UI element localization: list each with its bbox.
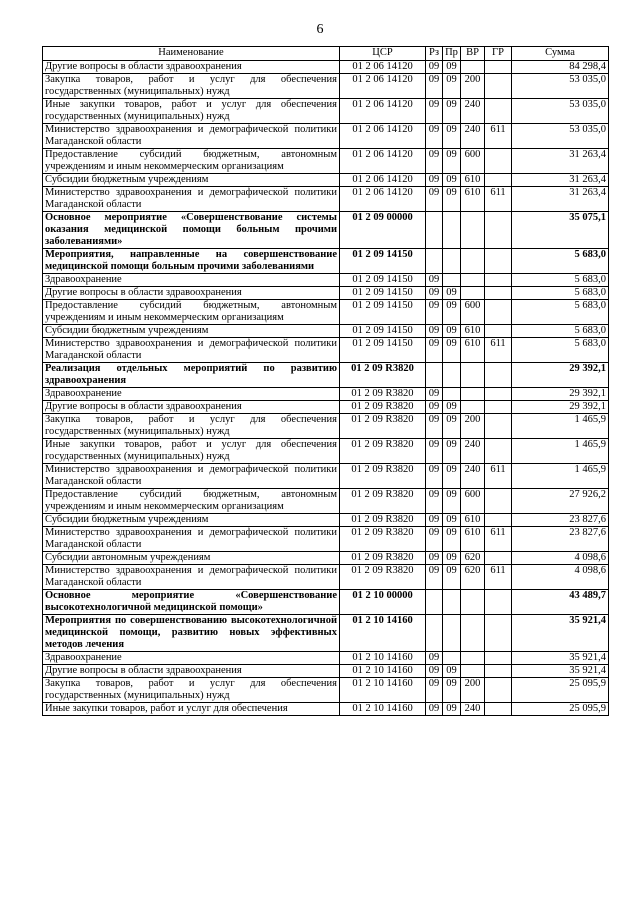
cell-name: Министерство здравоохранения и демографической политики Магаданской области bbox=[43, 338, 340, 363]
table-row bbox=[43, 74, 609, 99]
cell-vr: 200 bbox=[461, 678, 485, 703]
cell-gr bbox=[485, 300, 512, 325]
cell-name: Министерство здравоохранения и демографической политики Магаданской области bbox=[43, 464, 340, 489]
cell-name: Мероприятия, направленные на совершенствование медицинской помощи больным прочими заболеваниями bbox=[43, 249, 340, 274]
table-row bbox=[43, 665, 609, 678]
cell-sum: 1 465,9 bbox=[512, 414, 609, 439]
cell-gr bbox=[485, 363, 512, 388]
table-row bbox=[43, 401, 609, 414]
cell-rz: 09 bbox=[426, 274, 443, 287]
cell-rz: 09 bbox=[426, 338, 443, 363]
cell-name: Министерство здравоохранения и демографической политики Магаданской области bbox=[43, 565, 340, 590]
cell-csr: 01 2 09 R3820 bbox=[340, 388, 426, 401]
cell-rz: 09 bbox=[426, 99, 443, 124]
cell-name: Министерство здравоохранения и демографической политики Магаданской области bbox=[43, 124, 340, 149]
cell-sum: 5 683,0 bbox=[512, 287, 609, 300]
cell-name: Закупка товаров, работ и услуг для обеспечения государственных (муниципальных) нужд bbox=[43, 678, 340, 703]
cell-rz: 09 bbox=[426, 414, 443, 439]
cell-rz: 09 bbox=[426, 187, 443, 212]
table-row bbox=[43, 388, 609, 401]
cell-pr bbox=[443, 249, 461, 274]
cell-csr: 01 2 06 14120 bbox=[340, 187, 426, 212]
cell-name: Основное мероприятие «Совершенствование системы оказания медицинской помощи больным прочими заболеваниями» bbox=[43, 212, 340, 249]
cell-rz: 09 bbox=[426, 665, 443, 678]
cell-sum: 4 098,6 bbox=[512, 565, 609, 590]
cell-rz bbox=[426, 615, 443, 652]
cell-vr: 610 bbox=[461, 187, 485, 212]
budget-table bbox=[42, 46, 609, 716]
cell-gr bbox=[485, 174, 512, 187]
cell-name: Субсидии бюджетным учреждениям bbox=[43, 174, 340, 187]
cell-gr bbox=[485, 652, 512, 665]
cell-rz: 09 bbox=[426, 401, 443, 414]
cell-pr: 09 bbox=[443, 552, 461, 565]
cell-csr: 01 2 09 00000 bbox=[340, 212, 426, 249]
cell-pr: 09 bbox=[443, 300, 461, 325]
cell-gr bbox=[485, 249, 512, 274]
table-row bbox=[43, 590, 609, 615]
cell-name: Иные закупки товаров, работ и услуг для обеспечения bbox=[43, 703, 340, 716]
cell-gr: 611 bbox=[485, 527, 512, 552]
table-row bbox=[43, 678, 609, 703]
cell-vr: 610 bbox=[461, 174, 485, 187]
cell-name: Другие вопросы в области здравоохранения bbox=[43, 401, 340, 414]
cell-vr: 610 bbox=[461, 338, 485, 363]
table-row bbox=[43, 174, 609, 187]
table-row bbox=[43, 514, 609, 527]
table-body bbox=[43, 61, 609, 716]
table-row bbox=[43, 489, 609, 514]
cell-gr bbox=[485, 149, 512, 174]
cell-vr: 600 bbox=[461, 489, 485, 514]
cell-csr: 01 2 10 14160 bbox=[340, 615, 426, 652]
cell-sum: 53 035,0 bbox=[512, 74, 609, 99]
cell-rz: 09 bbox=[426, 124, 443, 149]
cell-gr bbox=[485, 678, 512, 703]
cell-csr: 01 2 09 R3820 bbox=[340, 363, 426, 388]
cell-vr: 240 bbox=[461, 464, 485, 489]
cell-vr bbox=[461, 212, 485, 249]
cell-rz: 09 bbox=[426, 439, 443, 464]
cell-vr bbox=[461, 652, 485, 665]
cell-sum: 53 035,0 bbox=[512, 99, 609, 124]
cell-sum: 25 095,9 bbox=[512, 703, 609, 716]
cell-name: Иные закупки товаров, работ и услуг для обеспечения государственных (муниципальных) нужд bbox=[43, 99, 340, 124]
cell-csr: 01 2 10 14160 bbox=[340, 678, 426, 703]
table-row bbox=[43, 363, 609, 388]
cell-pr: 09 bbox=[443, 124, 461, 149]
cell-rz: 09 bbox=[426, 652, 443, 665]
cell-gr bbox=[485, 414, 512, 439]
cell-sum: 29 392,1 bbox=[512, 363, 609, 388]
page-number: 6 bbox=[316, 22, 324, 37]
cell-pr: 09 bbox=[443, 514, 461, 527]
cell-rz: 09 bbox=[426, 174, 443, 187]
cell-rz: 09 bbox=[426, 74, 443, 99]
cell-rz: 09 bbox=[426, 464, 443, 489]
cell-vr: 600 bbox=[461, 300, 485, 325]
cell-rz: 09 bbox=[426, 300, 443, 325]
cell-pr: 09 bbox=[443, 489, 461, 514]
cell-rz bbox=[426, 212, 443, 249]
cell-gr bbox=[485, 615, 512, 652]
header-name: Наименование bbox=[43, 47, 340, 61]
cell-csr: 01 2 09 14150 bbox=[340, 249, 426, 274]
cell-sum: 29 392,1 bbox=[512, 388, 609, 401]
cell-sum: 5 683,0 bbox=[512, 338, 609, 363]
cell-rz: 09 bbox=[426, 678, 443, 703]
table-row bbox=[43, 300, 609, 325]
cell-gr: 611 bbox=[485, 124, 512, 149]
cell-csr: 01 2 06 14120 bbox=[340, 61, 426, 74]
table-row bbox=[43, 287, 609, 300]
cell-rz: 09 bbox=[426, 565, 443, 590]
cell-csr: 01 2 06 14120 bbox=[340, 74, 426, 99]
cell-gr bbox=[485, 212, 512, 249]
cell-vr bbox=[461, 363, 485, 388]
cell-rz: 09 bbox=[426, 527, 443, 552]
table-row bbox=[43, 703, 609, 716]
cell-sum: 31 263,4 bbox=[512, 187, 609, 212]
cell-sum: 31 263,4 bbox=[512, 174, 609, 187]
table-row bbox=[43, 565, 609, 590]
cell-gr: 611 bbox=[485, 187, 512, 212]
cell-csr: 01 2 09 R3820 bbox=[340, 552, 426, 565]
header-pr: Пр bbox=[443, 47, 461, 61]
table-row bbox=[43, 212, 609, 249]
cell-pr: 09 bbox=[443, 703, 461, 716]
table-row bbox=[43, 61, 609, 74]
cell-csr: 01 2 06 14120 bbox=[340, 99, 426, 124]
cell-gr bbox=[485, 388, 512, 401]
cell-pr: 09 bbox=[443, 338, 461, 363]
header-rz: Рз bbox=[426, 47, 443, 61]
cell-csr: 01 2 09 R3820 bbox=[340, 527, 426, 552]
table-row bbox=[43, 149, 609, 174]
cell-vr: 240 bbox=[461, 124, 485, 149]
cell-pr: 09 bbox=[443, 187, 461, 212]
cell-vr bbox=[461, 590, 485, 615]
table-row bbox=[43, 652, 609, 665]
cell-rz: 09 bbox=[426, 325, 443, 338]
cell-name: Основное мероприятие «Совершенствование высокотехнологичной медицинской помощи» bbox=[43, 590, 340, 615]
cell-vr bbox=[461, 274, 485, 287]
cell-pr: 09 bbox=[443, 99, 461, 124]
cell-pr: 09 bbox=[443, 149, 461, 174]
table-row bbox=[43, 249, 609, 274]
cell-sum: 31 263,4 bbox=[512, 149, 609, 174]
cell-gr: 611 bbox=[485, 338, 512, 363]
table-row bbox=[43, 615, 609, 652]
cell-vr: 610 bbox=[461, 527, 485, 552]
cell-vr bbox=[461, 665, 485, 678]
cell-sum: 23 827,6 bbox=[512, 514, 609, 527]
cell-gr bbox=[485, 99, 512, 124]
cell-sum: 23 827,6 bbox=[512, 527, 609, 552]
cell-name: Субсидии автономным учреждениям bbox=[43, 552, 340, 565]
table-row bbox=[43, 124, 609, 149]
cell-csr: 01 2 10 14160 bbox=[340, 665, 426, 678]
cell-name: Иные закупки товаров, работ и услуг для обеспечения государственных (муниципальных) нужд bbox=[43, 439, 340, 464]
cell-pr: 09 bbox=[443, 287, 461, 300]
cell-name: Предоставление субсидий бюджетным, автономным учреждениям и иным некоммерческим организациям bbox=[43, 300, 340, 325]
table-row bbox=[43, 552, 609, 565]
header-gr: ГР bbox=[485, 47, 512, 61]
cell-gr bbox=[485, 439, 512, 464]
cell-name: Реализация отдельных мероприятий по развитию здравоохранения bbox=[43, 363, 340, 388]
cell-sum: 35 921,4 bbox=[512, 665, 609, 678]
cell-pr: 09 bbox=[443, 74, 461, 99]
cell-gr: 611 bbox=[485, 565, 512, 590]
cell-vr: 610 bbox=[461, 325, 485, 338]
cell-rz: 09 bbox=[426, 61, 443, 74]
cell-name: Министерство здравоохранения и демографической политики Магаданской области bbox=[43, 187, 340, 212]
cell-rz bbox=[426, 249, 443, 274]
cell-sum: 43 489,7 bbox=[512, 590, 609, 615]
table-row bbox=[43, 187, 609, 212]
cell-pr: 09 bbox=[443, 401, 461, 414]
table-row bbox=[43, 274, 609, 287]
cell-sum: 84 298,4 bbox=[512, 61, 609, 74]
cell-name: Мероприятия по совершенствованию высокотехнологичной медицинской помощи, развитию новых эффективных методов лечения bbox=[43, 615, 340, 652]
cell-pr: 09 bbox=[443, 464, 461, 489]
cell-csr: 01 2 09 14150 bbox=[340, 338, 426, 363]
cell-rz: 09 bbox=[426, 514, 443, 527]
header-sum: Сумма bbox=[512, 47, 609, 61]
cell-pr: 09 bbox=[443, 665, 461, 678]
cell-rz bbox=[426, 590, 443, 615]
cell-gr bbox=[485, 665, 512, 678]
cell-pr: 09 bbox=[443, 174, 461, 187]
cell-vr: 240 bbox=[461, 703, 485, 716]
cell-sum: 29 392,1 bbox=[512, 401, 609, 414]
cell-vr bbox=[461, 249, 485, 274]
cell-sum: 5 683,0 bbox=[512, 300, 609, 325]
cell-rz: 09 bbox=[426, 388, 443, 401]
table-row bbox=[43, 527, 609, 552]
cell-gr bbox=[485, 61, 512, 74]
cell-name: Другие вопросы в области здравоохранения bbox=[43, 665, 340, 678]
cell-sum: 1 465,9 bbox=[512, 439, 609, 464]
cell-vr: 600 bbox=[461, 149, 485, 174]
cell-vr bbox=[461, 287, 485, 300]
table-row bbox=[43, 464, 609, 489]
cell-pr bbox=[443, 388, 461, 401]
cell-csr: 01 2 10 14160 bbox=[340, 652, 426, 665]
cell-csr: 01 2 09 R3820 bbox=[340, 489, 426, 514]
cell-csr: 01 2 09 R3820 bbox=[340, 401, 426, 414]
cell-gr bbox=[485, 552, 512, 565]
cell-name: Министерство здравоохранения и демографической политики Магаданской области bbox=[43, 527, 340, 552]
cell-gr bbox=[485, 325, 512, 338]
cell-csr: 01 2 06 14120 bbox=[340, 149, 426, 174]
cell-sum: 35 921,4 bbox=[512, 652, 609, 665]
cell-gr bbox=[485, 274, 512, 287]
cell-pr: 09 bbox=[443, 678, 461, 703]
cell-name: Предоставление субсидий бюджетным, автономным учреждениям и иным некоммерческим организациям bbox=[43, 149, 340, 174]
cell-csr: 01 2 06 14120 bbox=[340, 124, 426, 149]
cell-csr: 01 2 09 14150 bbox=[340, 287, 426, 300]
cell-name: Здравоохранение bbox=[43, 652, 340, 665]
cell-pr bbox=[443, 212, 461, 249]
cell-name: Другие вопросы в области здравоохранения bbox=[43, 61, 340, 74]
cell-csr: 01 2 09 R3820 bbox=[340, 514, 426, 527]
cell-pr: 09 bbox=[443, 325, 461, 338]
table-row bbox=[43, 338, 609, 363]
cell-sum: 5 683,0 bbox=[512, 249, 609, 274]
cell-name: Предоставление субсидий бюджетным, автономным учреждениям и иным некоммерческим организациям bbox=[43, 489, 340, 514]
cell-rz: 09 bbox=[426, 552, 443, 565]
cell-pr bbox=[443, 274, 461, 287]
cell-pr: 09 bbox=[443, 527, 461, 552]
cell-csr: 01 2 09 R3820 bbox=[340, 414, 426, 439]
cell-pr bbox=[443, 615, 461, 652]
cell-pr bbox=[443, 363, 461, 388]
cell-vr bbox=[461, 615, 485, 652]
cell-pr: 09 bbox=[443, 61, 461, 74]
cell-gr bbox=[485, 74, 512, 99]
cell-name: Субсидии бюджетным учреждениям bbox=[43, 325, 340, 338]
cell-csr: 01 2 10 00000 bbox=[340, 590, 426, 615]
cell-vr: 200 bbox=[461, 414, 485, 439]
cell-sum: 53 035,0 bbox=[512, 124, 609, 149]
cell-rz: 09 bbox=[426, 489, 443, 514]
table-row bbox=[43, 414, 609, 439]
cell-gr: 611 bbox=[485, 464, 512, 489]
cell-sum: 35 921,4 bbox=[512, 615, 609, 652]
cell-name: Здравоохранение bbox=[43, 274, 340, 287]
cell-name: Здравоохранение bbox=[43, 388, 340, 401]
cell-sum: 27 926,2 bbox=[512, 489, 609, 514]
cell-name: Закупка товаров, работ и услуг для обеспечения государственных (муниципальных) нужд bbox=[43, 74, 340, 99]
header-csr: ЦСР bbox=[340, 47, 426, 61]
cell-vr: 240 bbox=[461, 99, 485, 124]
cell-csr: 01 2 09 14150 bbox=[340, 274, 426, 287]
cell-sum: 5 683,0 bbox=[512, 325, 609, 338]
cell-csr: 01 2 09 14150 bbox=[340, 300, 426, 325]
cell-csr: 01 2 09 R3820 bbox=[340, 439, 426, 464]
cell-sum: 35 075,1 bbox=[512, 212, 609, 249]
table-header-row bbox=[43, 47, 609, 61]
cell-gr bbox=[485, 514, 512, 527]
cell-vr: 240 bbox=[461, 439, 485, 464]
cell-vr: 610 bbox=[461, 514, 485, 527]
cell-rz: 09 bbox=[426, 149, 443, 174]
cell-csr: 01 2 09 R3820 bbox=[340, 565, 426, 590]
cell-gr bbox=[485, 703, 512, 716]
table-row bbox=[43, 325, 609, 338]
cell-name: Закупка товаров, работ и услуг для обеспечения государственных (муниципальных) нужд bbox=[43, 414, 340, 439]
cell-pr bbox=[443, 652, 461, 665]
cell-vr: 620 bbox=[461, 552, 485, 565]
cell-vr: 200 bbox=[461, 74, 485, 99]
cell-sum: 5 683,0 bbox=[512, 274, 609, 287]
cell-pr: 09 bbox=[443, 414, 461, 439]
cell-sum: 1 465,9 bbox=[512, 464, 609, 489]
cell-name: Другие вопросы в области здравоохранения bbox=[43, 287, 340, 300]
cell-vr: 620 bbox=[461, 565, 485, 590]
cell-vr bbox=[461, 401, 485, 414]
cell-gr bbox=[485, 590, 512, 615]
cell-gr bbox=[485, 287, 512, 300]
cell-sum: 4 098,6 bbox=[512, 552, 609, 565]
cell-vr bbox=[461, 61, 485, 74]
cell-vr bbox=[461, 388, 485, 401]
table-row bbox=[43, 439, 609, 464]
cell-csr: 01 2 06 14120 bbox=[340, 174, 426, 187]
cell-rz bbox=[426, 363, 443, 388]
cell-pr: 09 bbox=[443, 439, 461, 464]
cell-sum: 25 095,9 bbox=[512, 678, 609, 703]
cell-pr bbox=[443, 590, 461, 615]
cell-csr: 01 2 09 14150 bbox=[340, 325, 426, 338]
header-vr: ВР bbox=[461, 47, 485, 61]
cell-gr bbox=[485, 401, 512, 414]
cell-pr: 09 bbox=[443, 565, 461, 590]
cell-csr: 01 2 09 R3820 bbox=[340, 464, 426, 489]
cell-csr: 01 2 10 14160 bbox=[340, 703, 426, 716]
table-row bbox=[43, 99, 609, 124]
cell-rz: 09 bbox=[426, 287, 443, 300]
cell-name: Субсидии бюджетным учреждениям bbox=[43, 514, 340, 527]
cell-gr bbox=[485, 489, 512, 514]
cell-rz: 09 bbox=[426, 703, 443, 716]
